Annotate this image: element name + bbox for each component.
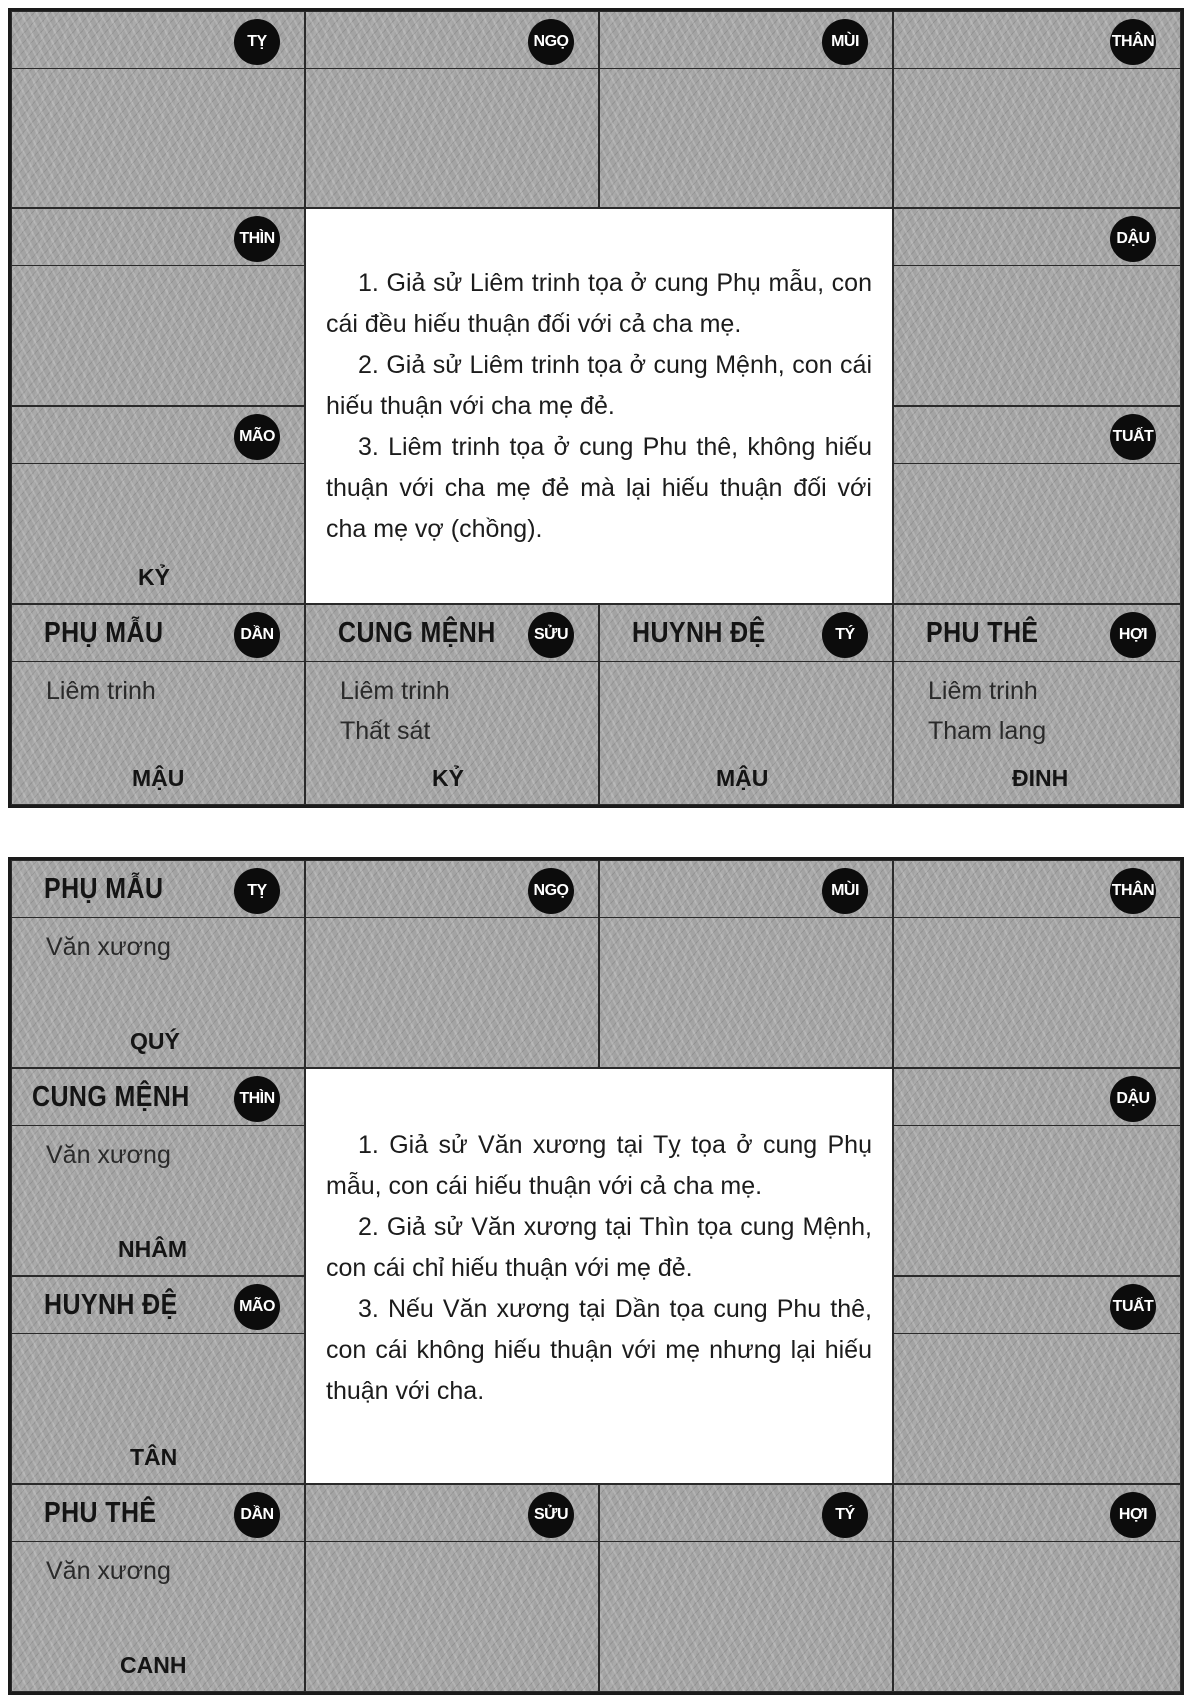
cell-suu — [305, 1484, 599, 1692]
branch-badge: MÙI — [822, 868, 868, 914]
branch-badge: SỬU — [528, 1492, 574, 1538]
palace-name: PHỤ MẪU — [44, 873, 164, 905]
branch-badge: MÙI — [822, 19, 868, 65]
note-line: 2. Giả sử Liêm trinh tọa ở cung Mệnh, con cái hiếu thuận với cha mẹ đẻ. — [326, 351, 872, 420]
star-name: Văn xương — [46, 1141, 171, 1169]
branch-badge: HỢI — [1110, 612, 1156, 658]
palace-name: CUNG MỆNH — [338, 617, 496, 649]
cell-thin — [11, 1068, 305, 1276]
note-line: 3. Nếu Văn xương tại Dần tọa cung Phu thê, con cái không hiếu thuận với mẹ nhưng lại hiếu thuận với cha. — [326, 1295, 872, 1405]
cell-than — [893, 860, 1181, 1068]
branch-badge: DẬU — [1110, 216, 1156, 262]
palace-name: HUYNH ĐỆ — [44, 1289, 178, 1321]
cell-dan — [11, 604, 305, 805]
branch-badge: NGỌ — [528, 19, 574, 65]
branch-badge: DẦN — [234, 1492, 280, 1538]
branch-badge: DẬU — [1110, 1076, 1156, 1122]
branch-badge: TỴ — [234, 19, 280, 65]
palace-name: HUYNH ĐỆ — [632, 617, 766, 649]
heavenly-stem: QUÝ — [130, 1028, 180, 1054]
horoscope-chart-1 — [8, 8, 1184, 808]
heavenly-stem: ĐINH — [1012, 765, 1069, 791]
cell-ty — [11, 11, 305, 208]
star-name: Liêm trinh — [928, 677, 1038, 705]
note-line: 1. Giả sử Liêm trinh tọa ở cung Phụ mẫu, con cái đều hiếu thuận đối với cả cha mẹ. — [326, 269, 872, 338]
branch-badge: THÂN — [1110, 868, 1156, 914]
branch-badge: DẦN — [234, 612, 280, 658]
branch-badge: THÌN — [234, 1076, 280, 1122]
cell-thin — [11, 208, 305, 406]
cell-tuat — [893, 406, 1181, 604]
note-line: 3. Liêm trinh tọa ở cung Phu thê, không hiếu thuận với cha mẹ đẻ mà lại hiếu thuận đối với cha mẹ vợ (chồng). — [326, 433, 872, 543]
cell-suu — [305, 604, 599, 805]
branch-badge: NGỌ — [528, 868, 574, 914]
heavenly-stem: KỶ — [138, 564, 170, 590]
branch-badge: THÌN — [234, 216, 280, 262]
star-name: Liêm trinh — [46, 677, 156, 705]
cell-ty-bottom — [599, 604, 893, 805]
cell-dau — [893, 208, 1181, 406]
cell-dau — [893, 1068, 1181, 1276]
heavenly-stem: NHÂM — [118, 1236, 187, 1262]
star-list — [340, 671, 450, 751]
cell-hoi — [893, 1484, 1181, 1692]
cell-hoi — [893, 604, 1181, 805]
branch-badge: TUẤT — [1110, 1284, 1156, 1330]
branch-badge: TÝ — [822, 1492, 868, 1538]
cell-ngo — [305, 11, 599, 208]
cell-ngo — [305, 860, 599, 1068]
palace-name: PHU THÊ — [926, 617, 1039, 649]
heavenly-stem: TÂN — [130, 1444, 178, 1470]
branch-badge: MÃO — [234, 1284, 280, 1330]
cell-mui — [599, 11, 893, 208]
heavenly-stem: MẬU — [132, 765, 185, 791]
branch-badge: HỢI — [1110, 1492, 1156, 1538]
cell-mao — [11, 1276, 305, 1484]
branch-badge: THÂN — [1110, 19, 1156, 65]
star-name: Văn xương — [46, 933, 171, 961]
branch-badge: TÝ — [822, 612, 868, 658]
note-box — [305, 1068, 893, 1484]
star-list — [928, 671, 1046, 751]
note-line: 2. Giả sử Văn xương tại Thìn tọa cung Mệnh, con cái chỉ hiếu thuận với mẹ đẻ. — [326, 1213, 872, 1282]
cell-dan — [11, 1484, 305, 1692]
heavenly-stem: MẬU — [716, 765, 769, 791]
cell-ty-bottom — [599, 1484, 893, 1692]
star-list — [46, 1551, 171, 1591]
horoscope-chart-2 — [8, 857, 1184, 1695]
branch-badge: SỬU — [528, 612, 574, 658]
branch-badge: TỴ — [234, 868, 280, 914]
heavenly-stem: KỶ — [432, 765, 464, 791]
star-name: Thất sát — [340, 717, 431, 745]
branch-badge: TUẤT — [1110, 414, 1156, 460]
note-box — [305, 208, 893, 604]
star-list — [46, 671, 156, 711]
palace-name: PHỤ MẪU — [44, 617, 164, 649]
cell-than — [893, 11, 1181, 208]
note-line: 1. Giả sử Văn xương tại Tỵ tọa ở cung Phụ mẫu, con cái hiếu thuận với cả cha mẹ. — [326, 1131, 872, 1200]
branch-badge: MÃO — [234, 414, 280, 460]
cell-mui — [599, 860, 893, 1068]
star-name: Liêm trinh — [340, 677, 450, 705]
heavenly-stem: CANH — [120, 1652, 187, 1678]
star-list — [46, 927, 171, 967]
palace-name: PHU THÊ — [44, 1497, 157, 1529]
star-name: Văn xương — [46, 1557, 171, 1585]
cell-tuat — [893, 1276, 1181, 1484]
cell-mao — [11, 406, 305, 604]
cell-ty — [11, 860, 305, 1068]
palace-name: CUNG MỆNH — [32, 1081, 190, 1113]
star-name: Tham lang — [928, 717, 1047, 745]
star-list — [46, 1135, 171, 1175]
